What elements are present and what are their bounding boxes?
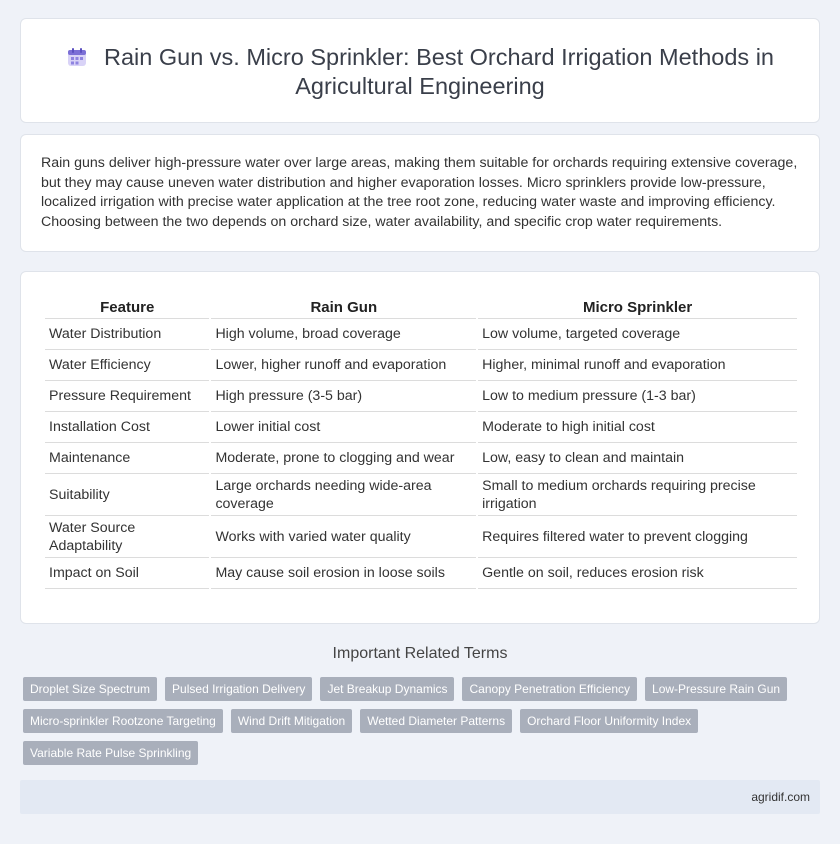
- table-row: [45, 319, 797, 350]
- calendar-icon: [66, 46, 88, 68]
- related-tag[interactable]: Wind Drift Mitigation: [231, 709, 352, 733]
- table-row: [45, 474, 797, 516]
- related-terms-title: Important Related Terms: [332, 645, 508, 662]
- comparison-card: [20, 271, 820, 624]
- rain-gun-cell: Works with varied water quality: [211, 516, 476, 558]
- summary-text: Rain guns deliver high-pressure water over large areas, making them suitable for orchards requiring extensive coverage, but they may cause uneven water distribution and higher evaporation losses. Micro sprinklers provide low-pressure, localized irrigation with precise water application at the tree root zone, reducing water waste and improving efficiency. Choosing between the two depends on orchard size, water availability, and specific crop water requirements.: [41, 155, 798, 230]
- feature-cell: Water Source Adaptability: [45, 516, 209, 558]
- comparison-table: [43, 295, 799, 589]
- related-tag[interactable]: Canopy Penetration Efficiency: [462, 677, 637, 701]
- feature-cell: Suitability: [45, 474, 209, 516]
- related-tag[interactable]: Wetted Diameter Patterns: [360, 709, 512, 733]
- rain-gun-cell: Large orchards needing wide-area coverage: [211, 474, 476, 516]
- rain-gun-cell: Lower initial cost: [211, 412, 476, 443]
- micro-sprinkler-cell: Low, easy to clean and maintain: [478, 443, 797, 474]
- micro-sprinkler-cell: Low volume, targeted coverage: [478, 319, 797, 350]
- related-tags: [23, 677, 813, 765]
- feature-cell: Impact on Soil: [45, 558, 209, 589]
- rain-gun-cell: Moderate, prone to clogging and wear: [211, 443, 476, 474]
- rain-gun-cell: Lower, higher runoff and evaporation: [211, 350, 476, 381]
- header-micro-sprinkler: Micro Sprinkler: [478, 295, 797, 319]
- feature-cell: Water Efficiency: [45, 350, 209, 381]
- rain-gun-cell: High pressure (3-5 bar): [211, 381, 476, 412]
- table-row: [45, 443, 797, 474]
- related-tag[interactable]: Pulsed Irrigation Delivery: [165, 677, 312, 701]
- related-tag[interactable]: Orchard Floor Uniformity Index: [520, 709, 698, 733]
- feature-cell: Installation Cost: [45, 412, 209, 443]
- table-row: [45, 516, 797, 558]
- micro-sprinkler-cell: Higher, minimal runoff and evaporation: [478, 350, 797, 381]
- micro-sprinkler-cell: Low to medium pressure (1-3 bar): [478, 381, 797, 412]
- table-row: [45, 558, 797, 589]
- table-row: [45, 350, 797, 381]
- page-title: Rain Gun vs. Micro Sprinkler: Best Orchard Irrigation Methods in Agricultural Engineering: [103, 44, 774, 99]
- header-feature: Feature: [45, 295, 209, 319]
- micro-sprinkler-cell: Moderate to high initial cost: [478, 412, 797, 443]
- table-header-row: [45, 295, 797, 319]
- related-tag[interactable]: Jet Breakup Dynamics: [320, 677, 454, 701]
- footer-site[interactable]: agridif.com: [751, 790, 810, 804]
- summary-card: [20, 134, 820, 252]
- header-rain-gun: Rain Gun: [211, 295, 476, 319]
- rain-gun-cell: High volume, broad coverage: [211, 319, 476, 350]
- title-card: [20, 18, 820, 123]
- footer: [20, 780, 820, 814]
- micro-sprinkler-cell: Small to medium orchards requiring precise irrigation: [478, 474, 797, 516]
- feature-cell: Maintenance: [45, 443, 209, 474]
- related-tag[interactable]: Micro-sprinkler Rootzone Targeting: [23, 709, 223, 733]
- rain-gun-cell: May cause soil erosion in loose soils: [211, 558, 476, 589]
- page-title-wrap: [61, 43, 779, 101]
- micro-sprinkler-cell: Requires filtered water to prevent clogging: [478, 516, 797, 558]
- feature-cell: Pressure Requirement: [45, 381, 209, 412]
- table-row: [45, 381, 797, 412]
- related-tag[interactable]: Droplet Size Spectrum: [23, 677, 157, 701]
- related-tag[interactable]: Low-Pressure Rain Gun: [645, 677, 787, 701]
- table-row: [45, 412, 797, 443]
- micro-sprinkler-cell: Gentle on soil, reduces erosion risk: [478, 558, 797, 589]
- related-tag[interactable]: Variable Rate Pulse Sprinkling: [23, 741, 198, 765]
- feature-cell: Water Distribution: [45, 319, 209, 350]
